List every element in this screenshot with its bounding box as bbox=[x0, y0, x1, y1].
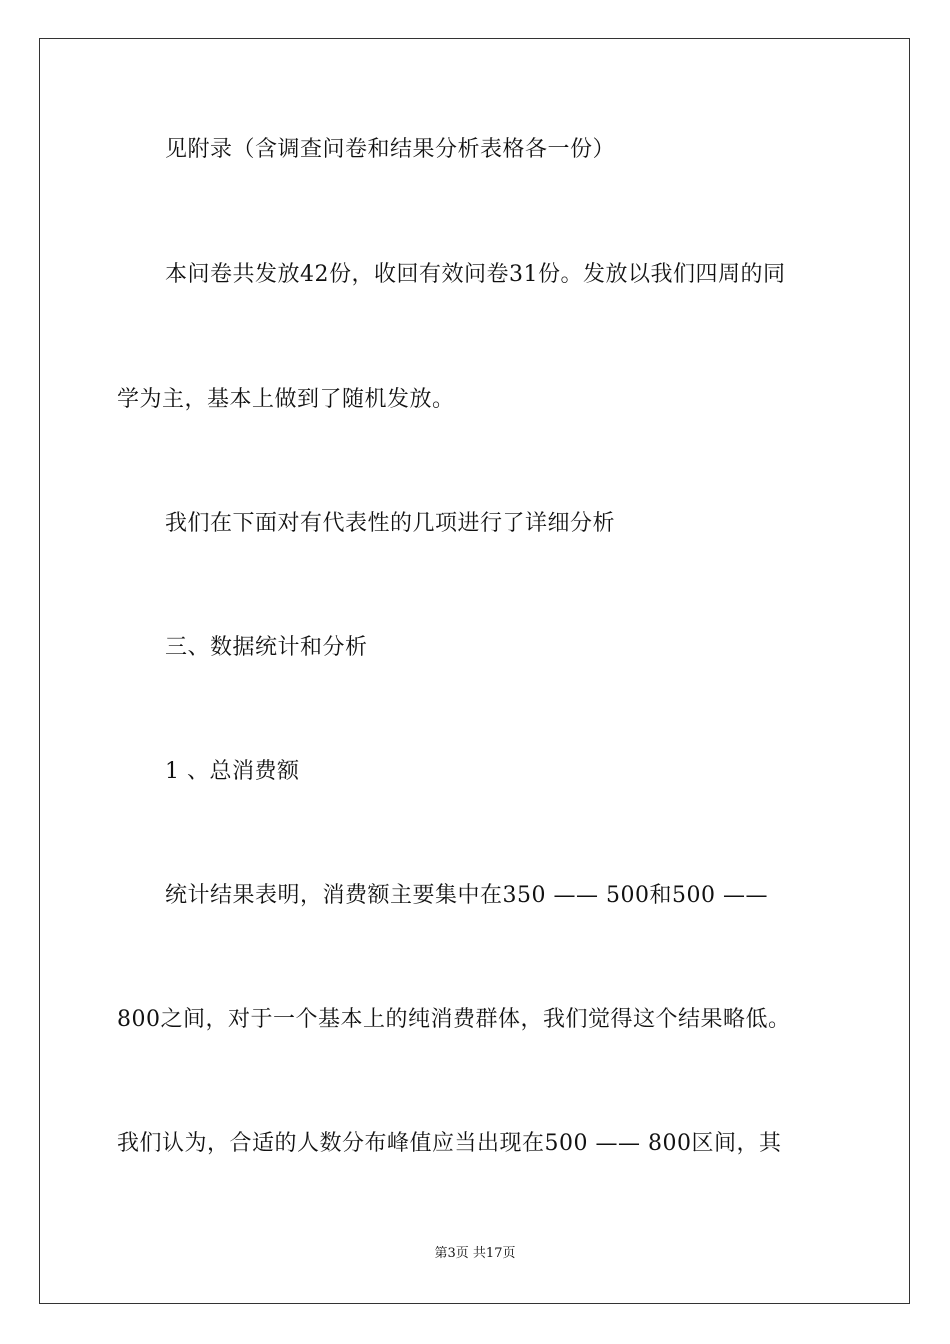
paragraph-results-cont-2: 我们认为，合适的人数分布峰值应当出现在500 —— 800区间，其 bbox=[117, 1131, 782, 1156]
paragraph-appendix-note: 见附录（含调查问卷和结果分析表格各一份） bbox=[165, 137, 616, 162]
paragraph-results: 统计结果表明，消费额主要集中在350 —— 500和500 —— bbox=[165, 883, 768, 908]
paragraph-results-cont-1: 800之间，对于一个基本上的纯消费群体，我们觉得这个结果略低。 bbox=[117, 1007, 791, 1032]
paragraph-survey-count-cont: 学为主，基本上做到了随机发放。 bbox=[117, 387, 455, 412]
section-heading-statistics: 三、数据统计和分析 bbox=[165, 635, 368, 660]
paragraph-survey-count: 本问卷共发放42份，收回有效问卷31份。发放以我们四周的同 bbox=[165, 262, 786, 287]
paragraph-analysis-intro: 我们在下面对有代表性的几项进行了详细分析 bbox=[165, 511, 616, 536]
page-footer: 第3页 共17页 bbox=[434, 1246, 516, 1261]
page-border bbox=[39, 38, 910, 1304]
subsection-heading-total-spending: 1 、总消费额 bbox=[165, 759, 300, 784]
